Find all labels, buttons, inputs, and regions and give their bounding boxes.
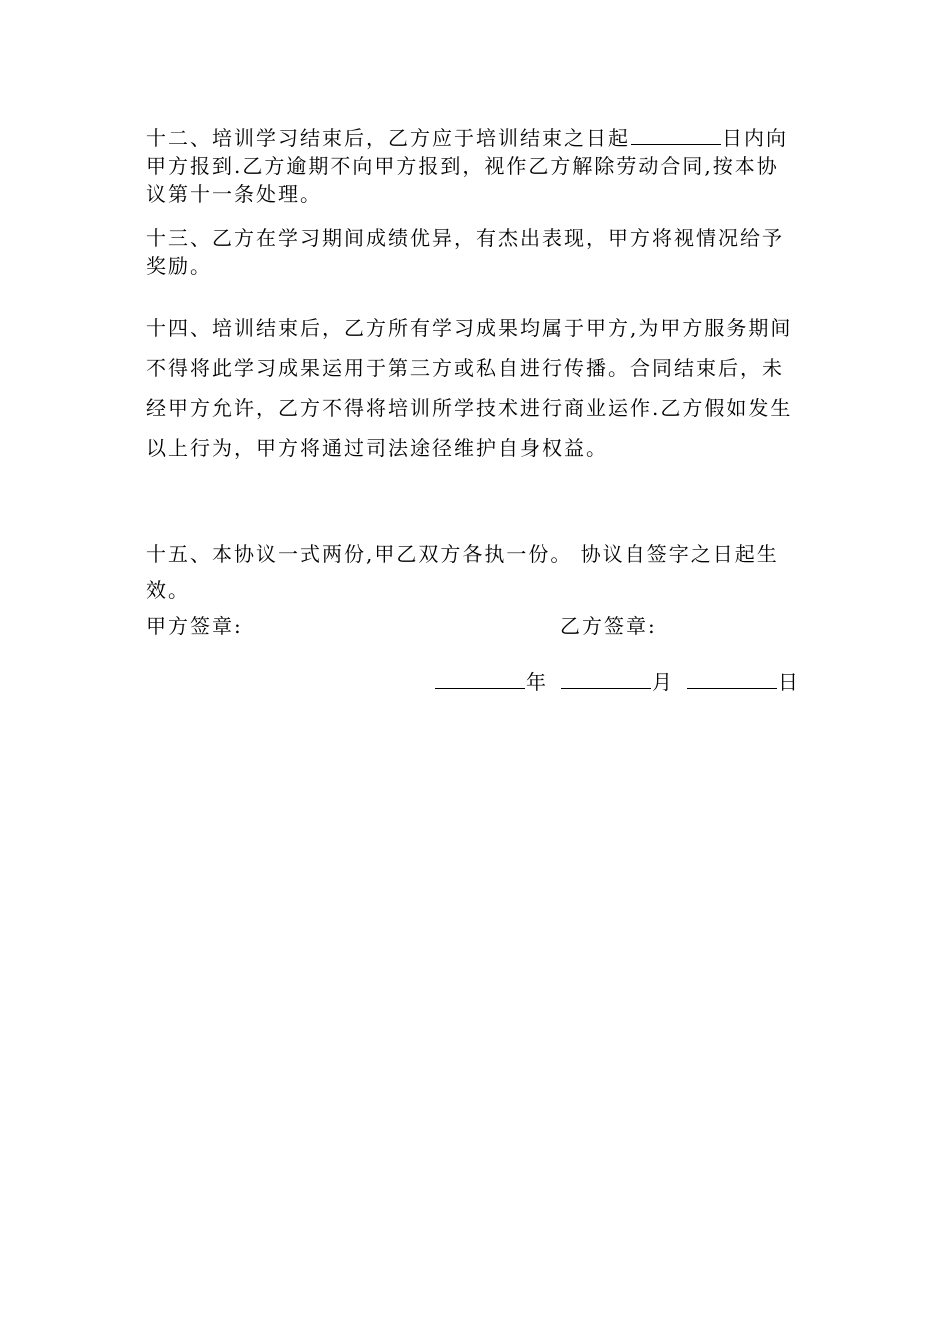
clause-15-line-2: 效。: [146, 578, 190, 602]
party-a-signature-label: 甲方签章:: [146, 614, 243, 638]
month-blank-field[interactable]: [561, 670, 651, 689]
clause-12-line-2: 甲方报到.乙方逾期不向甲方报到，视作乙方解除劳动合同,按本协: [146, 154, 779, 178]
day-blank-field[interactable]: [687, 670, 777, 689]
clause-12: [146, 124, 810, 208]
days-blank-field[interactable]: [631, 126, 721, 145]
year-blank-field[interactable]: [435, 670, 525, 689]
clause-15-line-1: 十五、本协议一式两份,甲乙双方各执一份。 协议自签字之日起生: [146, 542, 779, 566]
clause-15: [146, 536, 810, 608]
month-label: 月: [652, 670, 674, 694]
clause-12-text-before-blank: 十二、培训学习结束后，乙方应于培训结束之日起: [146, 126, 630, 150]
clause-13-line-1: 十三、乙方在学习期间成绩优异，有杰出表现，甲方将视情况给予: [146, 226, 784, 250]
clause-14-line-1: 十四、培训结束后，乙方所有学习成果均属于甲方,为甲方服务期间: [146, 316, 793, 340]
clause-12-line-1: [146, 124, 810, 152]
clause-13: [146, 224, 810, 280]
clause-14-line-4: 以上行为，甲方将通过司法途径维护自身权益。: [146, 436, 608, 460]
party-b-signature-label: 乙方签章:: [560, 614, 657, 638]
clause-12-text-after-blank: 日内向: [722, 126, 788, 150]
signing-date: [434, 668, 800, 696]
clause-14-line-2: 不得将此学习成果运用于第三方或私自进行传播。合同结束后，未: [146, 356, 784, 380]
clause-14: [146, 308, 810, 468]
clause-14-line-3: 经甲方允许，乙方不得将培训所学技术进行商业运作.乙方假如发生: [146, 396, 793, 420]
day-label: 日: [778, 670, 800, 694]
year-label: 年: [526, 670, 548, 694]
clause-13-line-2: 奖励。: [146, 254, 212, 278]
clause-12-line-3: 议第十一条处理。: [146, 182, 322, 206]
